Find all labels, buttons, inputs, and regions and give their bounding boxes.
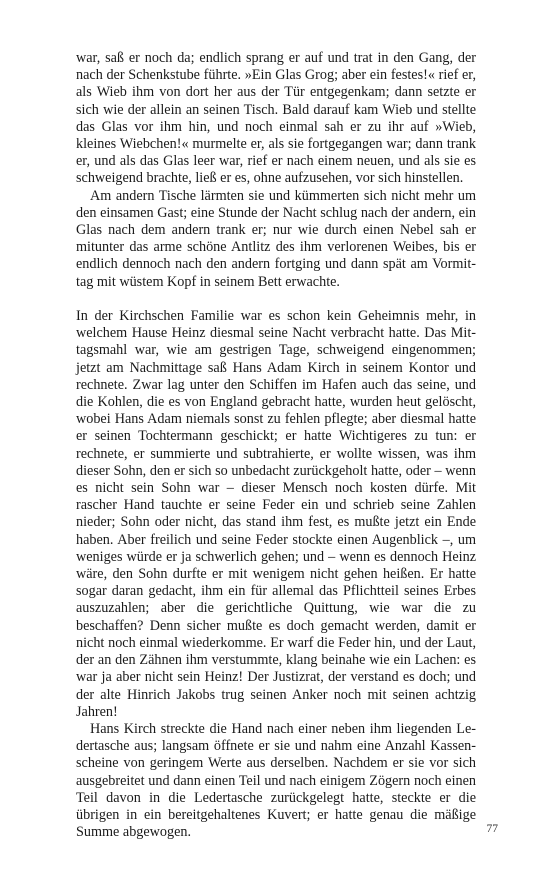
paragraph-3: In der Kirchschen Familie war es schon kein Geheimnis mehr, in welchem Hause Heinz diesmal seine Nacht verbracht hatte. Das Mittagsmahl war, wie am gestrigen Tage, schweigend eingenommen; jetzt am Nachmittage saß Hans Adam Kirch in seinem Kontor und rechnete. Zwar lag unter den Schiffen im Hafen auch das seine, und die Kohlen, die es von England gebracht hatte, wurden heut gelöscht, wobei Hans Adam niemals sonst zu fehlen pflegte; aber diesmal hatte er seinen Tochtermann geschickt; er hatte Wichtigeres zu tun: er rechnete, er summierte und subtrahierte, er wollte wissen, was ihm dieser Sohn, den er sich so unbedacht zurückgeholt hatte, oder – wenn es nicht sein Sohn war – dieser Mensch noch kosten dürfe. Mit rascher Hand tauchte er seine Feder ein und schrieb seine Zahlen nieder; Sohn oder nicht, das stand ihm fest, es mußte jetzt ein Ende haben. Aber freilich und seine Feder stockte einen Augenblick –, um weniges würde er ja schwerlich gehen; und – wenn es dennoch Heinz wäre, den Sohn durfte er mit wenigem nicht gehen heißen. Er hatte sogar daran gedacht, ihm ein für allemal das Pflichtteil seines Erbes auszuzahlen; aber die gerichtliche Quittung, wie war die zu beschaffen? Denn sicher mußte es doch gemacht werden, damit er nicht noch einmal wiederkomme. Er warf die Feder hin, und der Laut, der an den Zähnen ihm verstummte, klang beinahe wie ein Lachen: es war ja aber nicht sein Heinz! Der Justizrat, der verstand es doch; und der alte Hinrich Jakobs trug seinen Anker noch mit seinen achtzig Jahren! <box>76 308 476 720</box>
paragraph-4: Hans Kirch streckte die Hand nach einer neben ihm liegenden Ledertasche aus; langsam öffnete er sie und nahm eine Anzahl Kassenscheine von geringem Werte aus derselben. Nachdem er sie vor sich ausgebreitet und dann einen Teil und nach einigem Zögern noch einen Teil davon in die Ledertasche zurückgelegt hatte, steckte er die übrigen in ein bereitgehaltenes Kuvert; er hatte genau die mäßige Summe abgewogen. <box>76 720 476 841</box>
body-text <box>76 50 476 841</box>
page-number: 77 <box>486 823 498 835</box>
paragraph-2: Am andern Tische lärmten sie und kümmerten sich nicht mehr um den einsamen Gast; eine Stunde der Nacht schlug nach der andern, ein Glas nach dem andern trank er; nur wie durch einen Nebel sah er mitunter das arme schöne Antlitz des ihm verlorenen Weibes, bis er endlich dennoch nach den andern fortging und dann spät am Vormittag mit wüstem Kopf in seinem Bett erwachte. <box>76 187 476 290</box>
paragraph-1: war, saß er noch da; endlich sprang er auf und trat in den Gang, der nach der Schenkstube führte. »Ein Glas Grog; aber ein festes!« rief er, als Wieb ihm von dort her aus der Tür entgegenkam; dann setzte er sich wie der allein an seinen Tisch. Bald darauf kam Wieb und stellte das Glas vor ihm hin, und noch einmal sah er zu ihr auf »Wieb, kleines Wiebchen!« murmelte er, als sie fortgegangen war; dann trank er, und als das Glas leer war, rief er nach einem neuen, und als sie es schweigend brachte, ließ er es, ohne aufzusehen, vor sich hinstellen. <box>76 50 476 187</box>
